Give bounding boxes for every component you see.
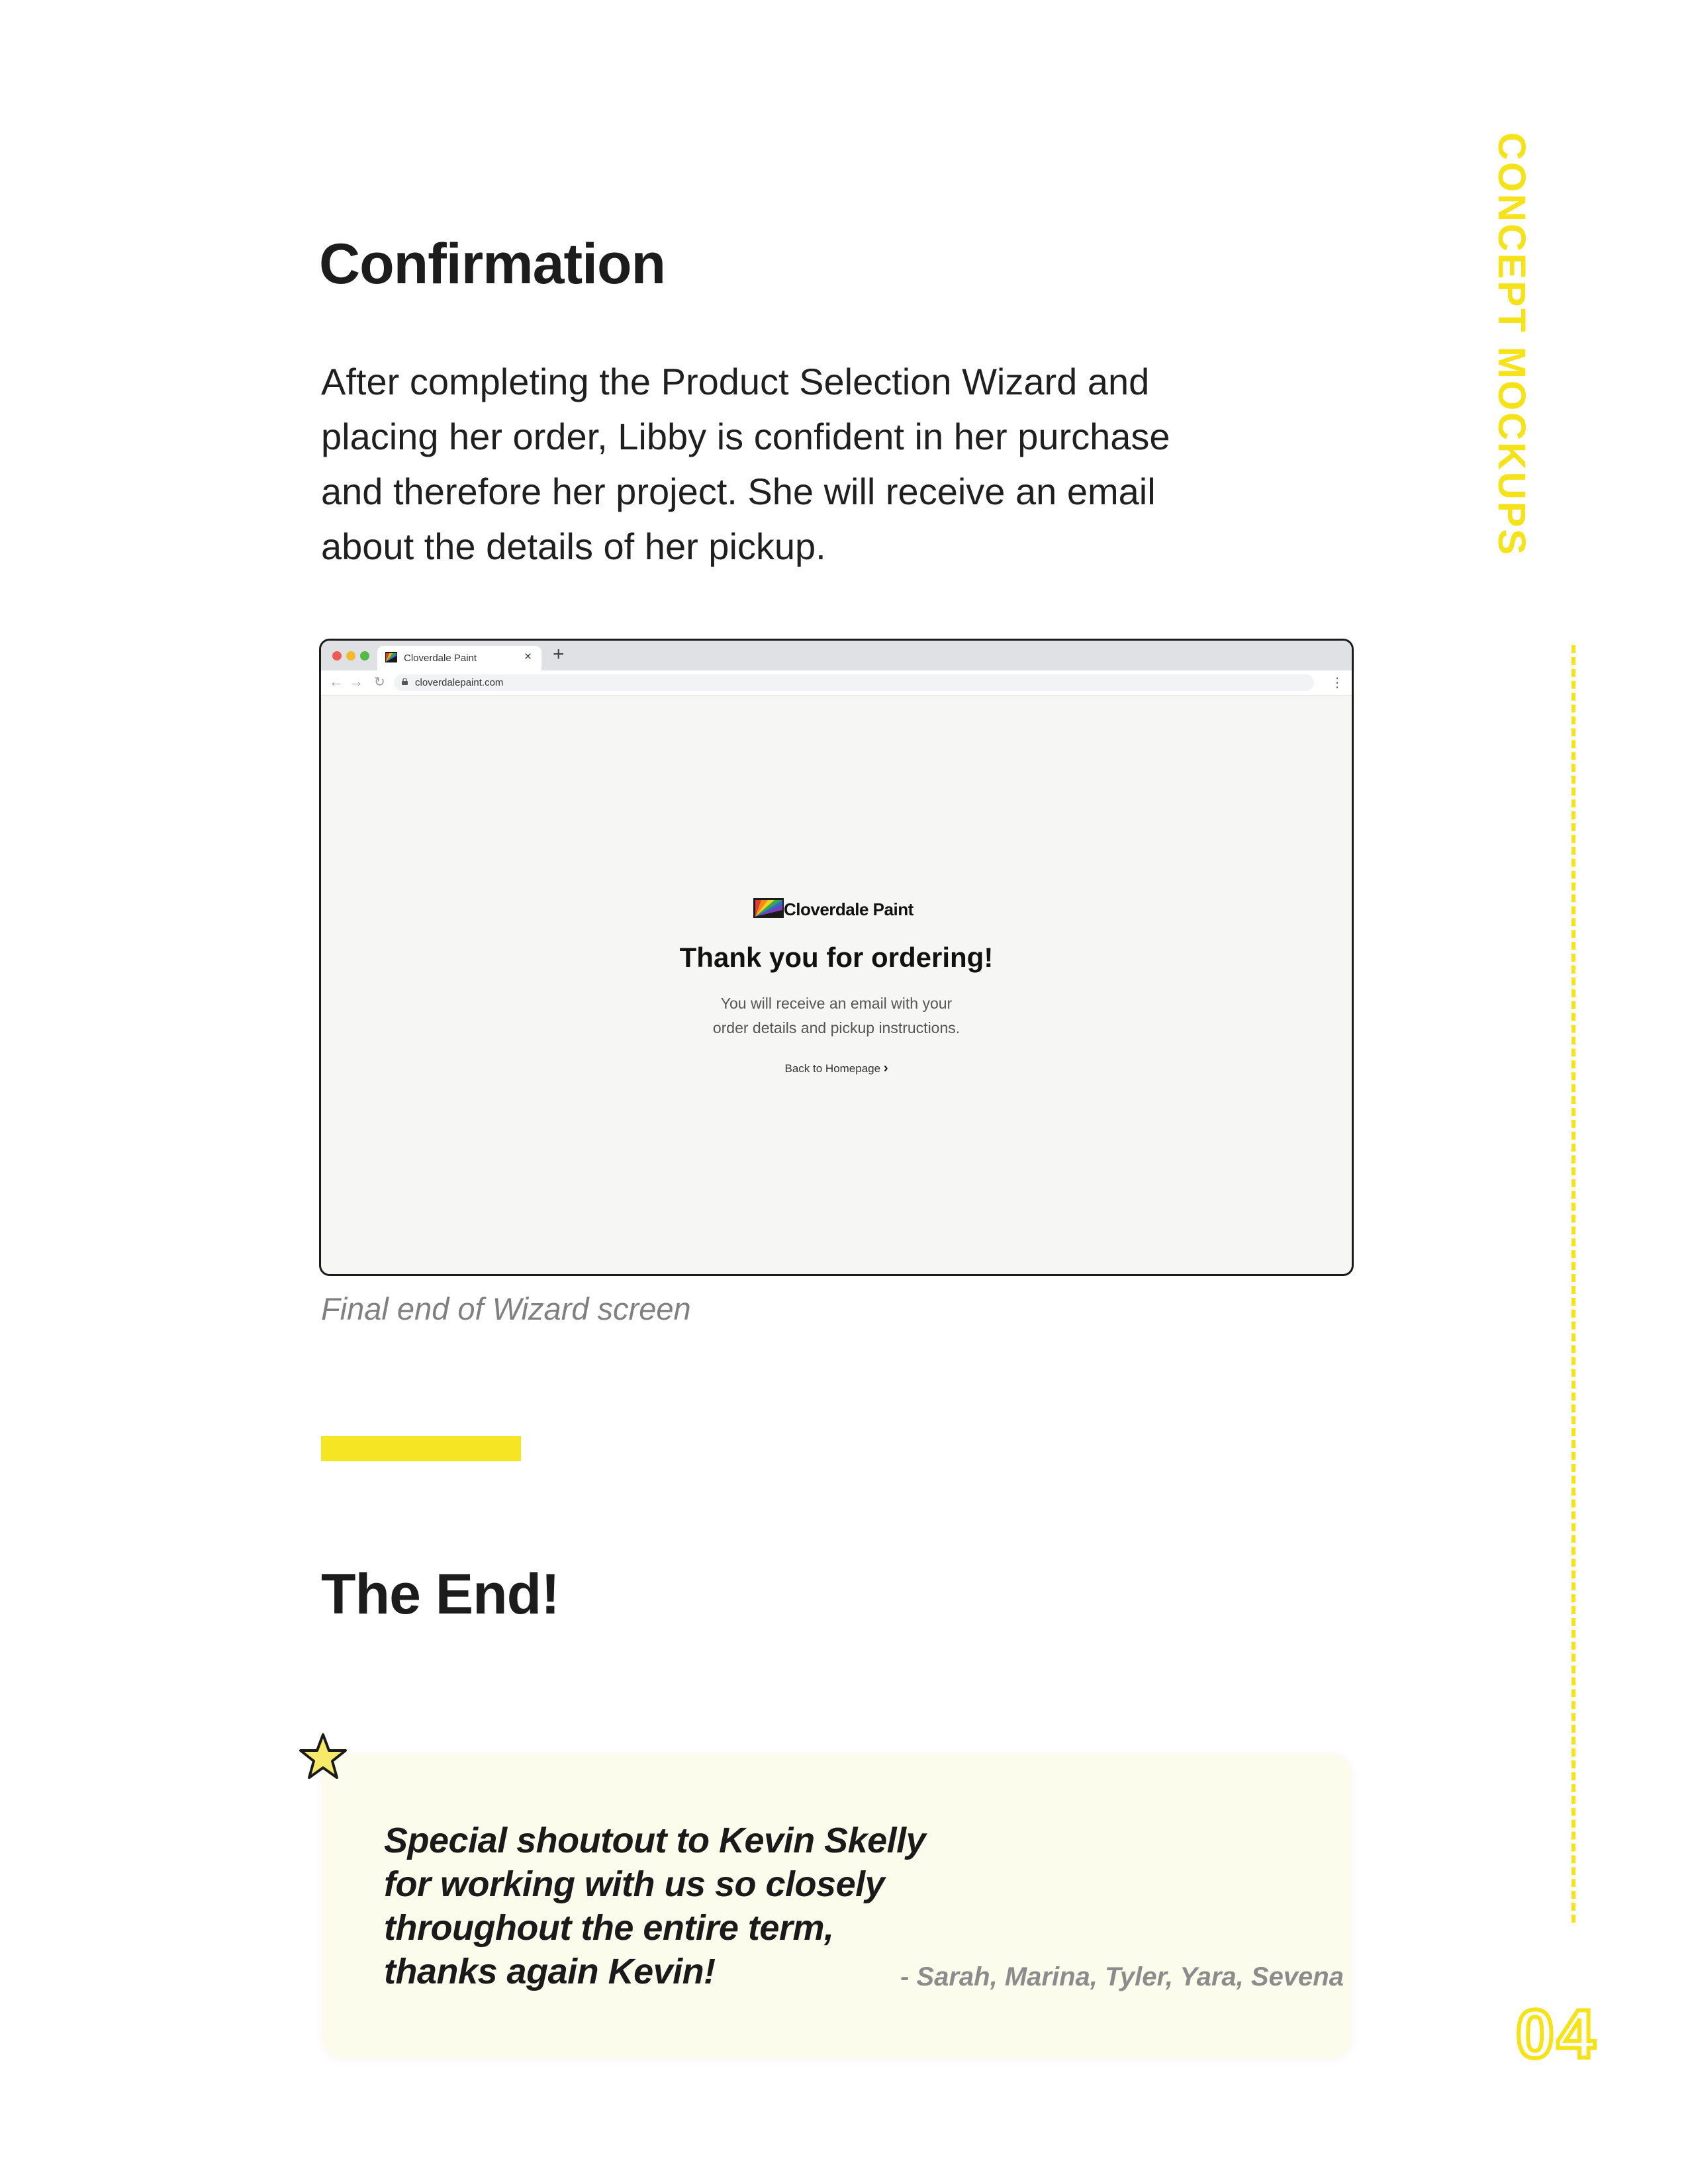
shoutout-line: throughout the entire term, (384, 1908, 834, 1948)
reload-icon[interactable]: ↻ (374, 675, 385, 690)
cloverdale-logo[interactable] (753, 898, 952, 921)
section-divider-bar (321, 1436, 521, 1461)
thank-you-heading: Thank you for ordering! (679, 942, 994, 973)
new-tab-icon[interactable]: + (553, 643, 565, 665)
browser-tab[interactable] (377, 646, 541, 670)
shoutout-line: for working with us so closely (384, 1864, 885, 1904)
window-maximize-dot[interactable] (360, 651, 369, 660)
back-arrow-icon[interactable]: ← (329, 673, 344, 690)
cloverdale-logo-mark-icon (753, 898, 784, 918)
browser-address-bar (321, 670, 1352, 696)
shoutout-text (384, 1819, 947, 1993)
thank-you-subtext (321, 991, 1352, 1040)
url-text: cloverdalepaint.com (415, 677, 504, 688)
the-end-heading: The End! (321, 1563, 559, 1626)
star-icon (298, 1732, 348, 1781)
browser-mockup (319, 639, 1354, 1276)
confirmation-heading: Confirmation (319, 232, 666, 296)
forward-arrow-icon[interactable]: → (349, 673, 363, 690)
section-side-label: CONCEPT MOCKUPS (1490, 132, 1533, 557)
window-minimize-dot[interactable] (346, 651, 355, 660)
side-dashed-line (1571, 645, 1575, 1923)
window-close-dot[interactable] (332, 651, 342, 660)
url-field[interactable] (394, 674, 1314, 691)
chevron-right-icon: › (883, 1061, 888, 1075)
browser-tab-bar (321, 641, 1352, 670)
cloverdale-logo-text: Cloverdale Paint (784, 899, 914, 919)
lock-icon (402, 678, 408, 685)
thank-you-subtext-line-2: order details and pickup instructions. (712, 1019, 961, 1036)
page-number: 04 (1516, 1996, 1598, 2073)
back-to-homepage-label[interactable]: Back to Homepage (784, 1062, 881, 1075)
mockup-caption: Final end of Wizard screen (321, 1291, 691, 1326)
shoutout-line: thanks again Kevin! (384, 1952, 716, 1991)
tab-close-icon[interactable]: × (524, 650, 532, 664)
thank-you-subtext-line-1: You will receive an email with your (720, 995, 953, 1012)
back-to-homepage-link[interactable] (321, 1061, 1352, 1076)
browser-menu-icon[interactable]: ⋮ (1331, 676, 1344, 690)
confirmation-intro-text: After completing the Product Selection Wizard and placing her order, Libby is confident in her purchase and therefore her project. She will receive an email about the details of her pickup. (321, 361, 1170, 567)
browser-tab-title: Cloverdale Paint (404, 653, 477, 664)
cloverdale-favicon-icon (385, 652, 397, 662)
shoutout-signature: - Sarah, Marina, Tyler, Yara, Sevena (900, 1962, 1344, 1991)
shoutout-line: Special shoutout to Kevin Skelly (384, 1821, 926, 1860)
